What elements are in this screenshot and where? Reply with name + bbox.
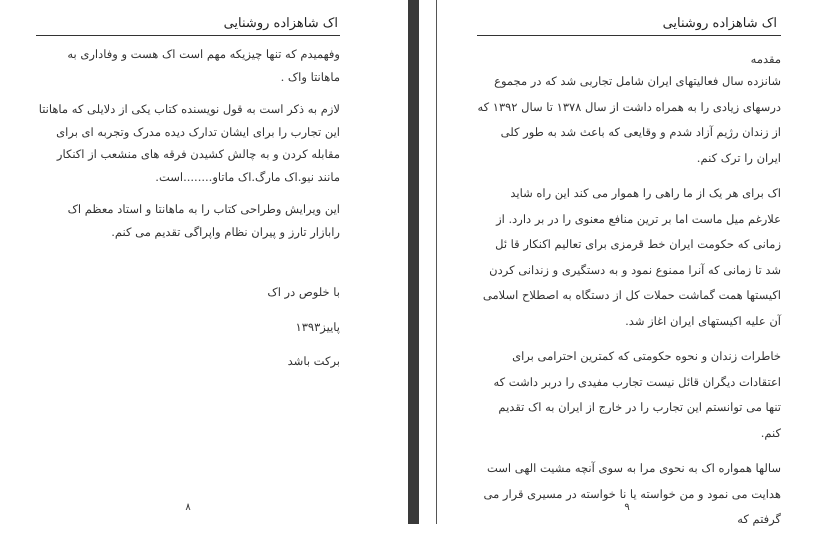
page-body [36, 43, 340, 385]
header-rule [477, 35, 781, 36]
header-rule [36, 35, 340, 36]
section-title: مقدمه [750, 52, 781, 66]
left-page [0, 0, 390, 524]
spacer [36, 253, 340, 281]
closing-date: پاییز۱۳۹۳ [295, 319, 340, 334]
right-page [437, 0, 827, 524]
paragraph: لازم به ذکر است به قول نویسنده کتاب یکی از دلایلی که ماهانتا این تجارب را برای ایشان تدارک دیده مدرک وتجربه ای برای مقابله کردن و به چالش کشیدن فرقه های منشعب از اکنکار مانند نیو.اک مارگ.اک ماتاو........است. [38, 102, 340, 184]
paragraph: سالها همواره اک به نحوی مرا به سوی آنچه مشیت الهی است هدایت می نمود و من خواسته یا نا خواسته در مسیری قرار می گرفتم که [483, 461, 781, 526]
closing-line: با خلوص در اک [267, 285, 340, 299]
page-number: ۸ [185, 502, 191, 513]
closing-blessing: برکت باشد [287, 354, 340, 368]
page-body [477, 49, 781, 543]
page-number: ۹ [624, 502, 630, 513]
paragraph: خاطرات زندان و نحوه حکومتی که کمترین احترامی برای اعتقادات دیگران قائل نیست تجارب مفیدی را دربر داشت که تنها می توانستم این تجارب را در خارج از ایران به اک تقدیم کنم. [493, 349, 781, 440]
paragraph: وفهمیدم که تنها چیزیکه مهم است اک هست و وفاداری به ماهانتا واک . [67, 47, 340, 84]
paragraph: این ویرایش وطراحی کتاب را به ماهانتا و استاد معظم اک رابازار تارز و پیران نظام واپراگی تقدیم می کنم. [67, 202, 340, 239]
paragraph: شانزده سال فعالیتهای ایران شامل تجاربی شد که در مجموع درسهای زیادی را به همراه داشت از سال ۱۳۷۸ تا سال ۱۳۹۲ که از زندان رژیم آزاد شدم و وقایعی که باعث شد به طور کلی ایران را ترک کنم. [477, 74, 781, 165]
paragraph: اک برای هر یک از ما راهی را هموار می کند این راه شاید علارغم میل ماست اما بر ترین منافع معنوی را در بر دارد. از زمانی که حکومت ایران خط قرمزی برای تعالیم اکنکار قا ئل شد تا زمانی که آنرا ممنوع نمود و به دستگیری و زندانی کردن اکیستها همت گماشت حملات کل از دستگاه به اصطلاح اسلامی آن علیه اکیستهای ایران اغاز شد. [482, 186, 781, 328]
running-header: اک شاهزاده روشنایی [223, 16, 338, 31]
running-header: اک شاهزاده روشنایی [662, 16, 777, 31]
book-spine [408, 0, 419, 524]
